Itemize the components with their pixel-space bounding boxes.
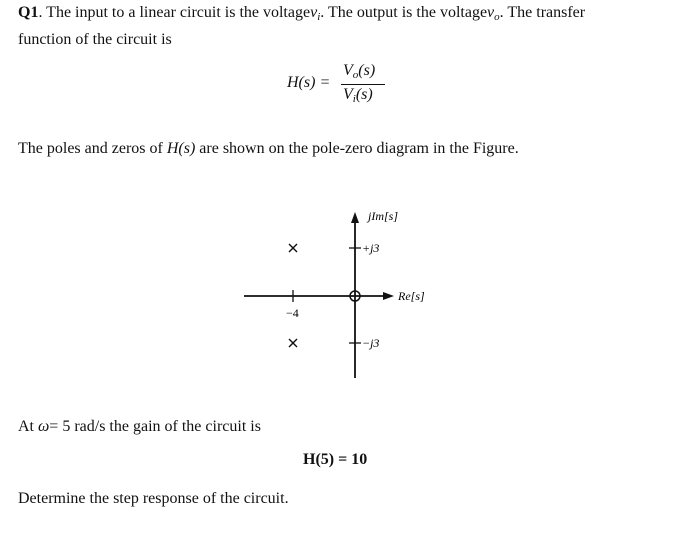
tick-label-neg-j3: −j3 xyxy=(362,336,380,350)
question-text-c: . The transfer xyxy=(499,4,586,21)
pole-marker xyxy=(289,339,297,347)
step-response-prompt: Determine the step response of the circuit. xyxy=(18,490,289,507)
question-label: Q1 xyxy=(18,4,39,21)
poles-zeros-sentence: The poles and zeros of H(s) are shown on the pole-zero diagram in the Figure. xyxy=(18,140,519,157)
imag-axis-label: jIm[s] xyxy=(368,209,399,223)
omega-symbol: ω xyxy=(38,418,50,435)
formula-denominator: $V_i(s)$ xyxy=(343,86,373,105)
vout-symbol: $v_o$ xyxy=(487,4,500,23)
tick-label-neg4: −4 xyxy=(286,306,299,320)
real-axis-arrow xyxy=(383,292,394,300)
question-line-2: function of the circuit is xyxy=(18,31,172,48)
tick-label-pos-j3: +j3 xyxy=(362,241,380,255)
real-axis-label: Re[s] xyxy=(398,289,425,303)
h-of-s: H(s) xyxy=(166,140,196,157)
question-text-b: . The output is the voltage xyxy=(320,4,488,21)
imag-axis-arrow xyxy=(351,212,359,223)
formula-lhs: H(s) = xyxy=(287,74,331,91)
gain-value: H(5) = 10 xyxy=(303,451,368,468)
question-text-a: . The input to a linear circuit is the voltage xyxy=(38,4,311,21)
formula-numerator: $V_o(s)$ xyxy=(343,62,376,81)
vin-symbol: $v_i$ xyxy=(310,4,321,23)
gain-sentence: At ω= 5 rad/s the gain of the circuit is xyxy=(18,418,261,435)
pole-marker xyxy=(289,244,297,252)
